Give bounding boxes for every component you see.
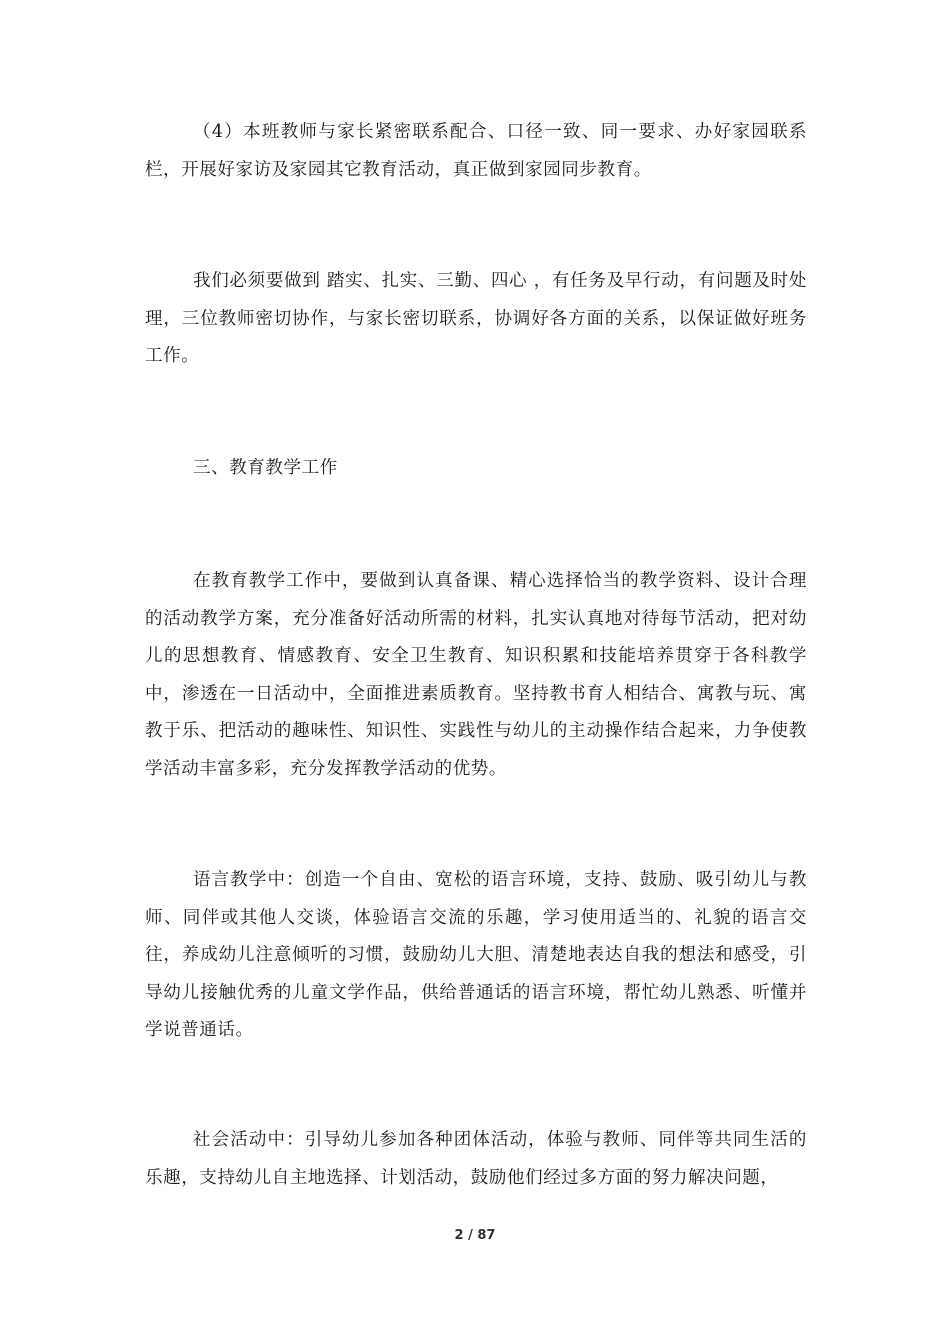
paragraph-language-teaching: 语言教学中：创造一个自由、宽松的语言环境，支持、鼓励、吸引幼儿与教师、同伴或其他人交谈，体验语言交流的乐趣，学习使用适当的、礼貌的语言交往，养成幼儿注意倾听的习惯，鼓励幼儿大胆、清楚地表达自我的想法和感受，引导幼儿接触优秀的儿童文学作品，供给普通话的语言环境，帮忙幼儿熟悉、听懂并学说普通话。: [145, 870, 807, 1040]
paragraph-teaching-work: 在教育教学工作中，要做到认真备课、精心选择恰当的教学资料、设计合理的活动教学方案，充分准备好活动所需的材料，扎实认真地对待每节活动，把对幼儿的思想教育、情感教育、安全卫生教育、知识积累和技能培养贯穿于各科教学中，渗透在一日活动中，全面推进素质教育。坚持教书育人相结合、寓教与玩、寓教于乐、把活动的趣味性、知识性、实践性与幼儿的主动操作结合起来，力争使教学活动丰富多彩，充分发挥教学活动的优势。: [145, 571, 807, 779]
paragraph-home-school-cooperation: （4）本班教师与家长紧密联系配合、口径一致、同一要求、办好家园联系栏，开展好家访及家园其它教育活动，真正做到家园同步教育。: [145, 122, 807, 180]
paragraph-social-activities: 社会活动中：引导幼儿参加各种团体活动，体验与教师、同伴等共同生活的乐趣，支持幼儿自主地选择、计划活动，鼓励他们经过多方面的努力解决问题，: [145, 1130, 807, 1188]
page-number: 2 / 87: [454, 1228, 496, 1243]
section-heading-teaching-work: 三、教育教学工作: [193, 458, 338, 478]
paragraph-class-work-principles: 我们必须要做到 踏实、扎实、三勤、四心 ，有任务及早行动，有问题及时处理，三位教师密切协作，与家长密切联系，协调好各方面的关系，以保证做好班务工作。: [145, 271, 807, 366]
